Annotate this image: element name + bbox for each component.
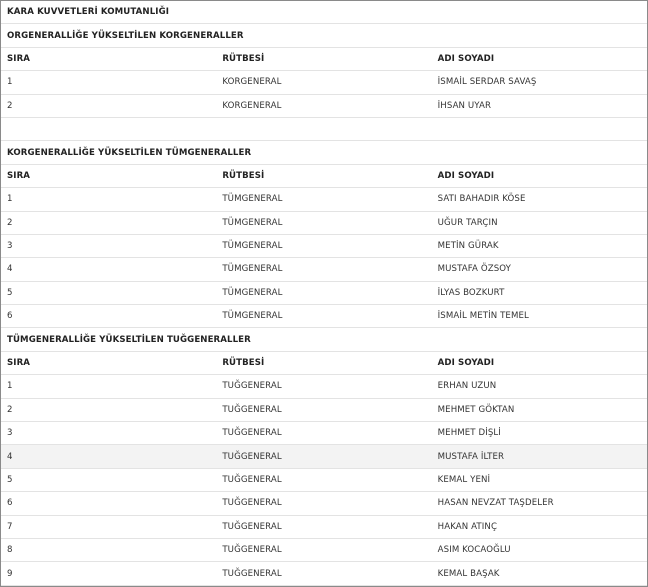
cell-rutbe: TUĞGENERAL	[216, 562, 431, 585]
column-header-ad: ADI SOYADI	[432, 47, 647, 70]
column-header-sira: SIRA	[1, 164, 216, 187]
cell-rutbe: TÜMGENERAL	[216, 234, 431, 257]
table-row	[1, 305, 647, 328]
spacer-cell	[1, 117, 647, 140]
cell-ad: ASIM KOCAOĞLU	[432, 538, 647, 561]
cell-rutbe: TUĞGENERAL	[216, 445, 431, 468]
table-row	[1, 468, 647, 491]
table-row	[1, 188, 647, 211]
cell-sira: 5	[1, 281, 216, 304]
cell-sira: 9	[1, 562, 216, 585]
table-row	[1, 515, 647, 538]
column-header-ad: ADI SOYADI	[432, 351, 647, 374]
column-header-row	[1, 351, 647, 374]
column-header-sira: SIRA	[1, 351, 216, 374]
cell-rutbe: KORGENERAL	[216, 71, 431, 94]
cell-sira: 4	[1, 445, 216, 468]
cell-sira: 5	[1, 468, 216, 491]
table-row	[1, 281, 647, 304]
cell-rutbe: TÜMGENERAL	[216, 281, 431, 304]
section-heading: ORGENERALLİĞE YÜKSELTİLEN KORGENERALLER	[1, 24, 647, 47]
cell-rutbe: TUĞGENERAL	[216, 422, 431, 445]
cell-ad: İHSAN UYAR	[432, 94, 647, 117]
cell-rutbe: TUĞGENERAL	[216, 515, 431, 538]
cell-ad: HAKAN ATINÇ	[432, 515, 647, 538]
cell-rutbe: TÜMGENERAL	[216, 258, 431, 281]
section-heading-row	[1, 328, 647, 351]
cell-rutbe: TUĞGENERAL	[216, 398, 431, 421]
cell-ad: MUSTAFA ÖZSOY	[432, 258, 647, 281]
section-heading: TÜMGENERALLİĞE YÜKSELTİLEN TUĞGENERALLER	[1, 328, 647, 351]
cell-ad: MEHMET DİŞLİ	[432, 422, 647, 445]
cell-sira: 3	[1, 422, 216, 445]
cell-ad: KEMAL YENİ	[432, 468, 647, 491]
table-row	[1, 211, 647, 234]
cell-sira: 8	[1, 538, 216, 561]
table-row	[1, 562, 647, 585]
column-header-rutbe: RÜTBESİ	[216, 47, 431, 70]
column-header-sira: SIRA	[1, 47, 216, 70]
cell-ad: METİN GÜRAK	[432, 234, 647, 257]
table-row	[1, 375, 647, 398]
section-heading: KORGENERALLİĞE YÜKSELTİLEN TÜMGENERALLER	[1, 141, 647, 164]
cell-rutbe: TÜMGENERAL	[216, 305, 431, 328]
cell-rutbe: TÜMGENERAL	[216, 211, 431, 234]
cell-sira: 3	[1, 234, 216, 257]
cell-sira: 4	[1, 258, 216, 281]
table-title: KARA KUVVETLERİ KOMUTANLIĞI	[1, 1, 647, 24]
table-row	[1, 422, 647, 445]
cell-sira: 1	[1, 71, 216, 94]
cell-ad: UĞUR TARÇIN	[432, 211, 647, 234]
cell-rutbe: TUĞGENERAL	[216, 538, 431, 561]
cell-rutbe: TUĞGENERAL	[216, 468, 431, 491]
cell-rutbe: TUĞGENERAL	[216, 492, 431, 515]
cell-ad: MEHMET GÖKTAN	[432, 398, 647, 421]
table-row	[1, 71, 647, 94]
cell-ad: İSMAİL SERDAR SAVAŞ	[432, 71, 647, 94]
column-header-row	[1, 164, 647, 187]
table-row	[1, 234, 647, 257]
promotion-table	[1, 1, 647, 586]
cell-ad: MUSTAFA İLTER	[432, 445, 647, 468]
cell-ad: ERHAN UZUN	[432, 375, 647, 398]
table-title-row	[1, 1, 647, 24]
cell-sira: 6	[1, 492, 216, 515]
table-row	[1, 538, 647, 561]
table-row	[1, 258, 647, 281]
table-row	[1, 94, 647, 117]
cell-rutbe: KORGENERAL	[216, 94, 431, 117]
cell-ad: İLYAS BOZKURT	[432, 281, 647, 304]
cell-sira: 2	[1, 398, 216, 421]
cell-ad: KEMAL BAŞAK	[432, 562, 647, 585]
cell-sira: 2	[1, 94, 216, 117]
table-row	[1, 492, 647, 515]
cell-ad: SATI BAHADIR KÖSE	[432, 188, 647, 211]
column-header-rutbe: RÜTBESİ	[216, 164, 431, 187]
spacer-row	[1, 117, 647, 140]
section-heading-row	[1, 141, 647, 164]
column-header-ad: ADI SOYADI	[432, 164, 647, 187]
cell-sira: 1	[1, 188, 216, 211]
cell-sira: 6	[1, 305, 216, 328]
table-row-hovered	[1, 445, 647, 468]
cell-rutbe: TUĞGENERAL	[216, 375, 431, 398]
cell-sira: 2	[1, 211, 216, 234]
column-header-row	[1, 47, 647, 70]
cell-sira: 1	[1, 375, 216, 398]
column-header-rutbe: RÜTBESİ	[216, 351, 431, 374]
table-row	[1, 398, 647, 421]
cell-sira: 7	[1, 515, 216, 538]
cell-ad: HASAN NEVZAT TAŞDELER	[432, 492, 647, 515]
cell-rutbe: TÜMGENERAL	[216, 188, 431, 211]
section-heading-row	[1, 24, 647, 47]
cell-ad: İSMAİL METİN TEMEL	[432, 305, 647, 328]
